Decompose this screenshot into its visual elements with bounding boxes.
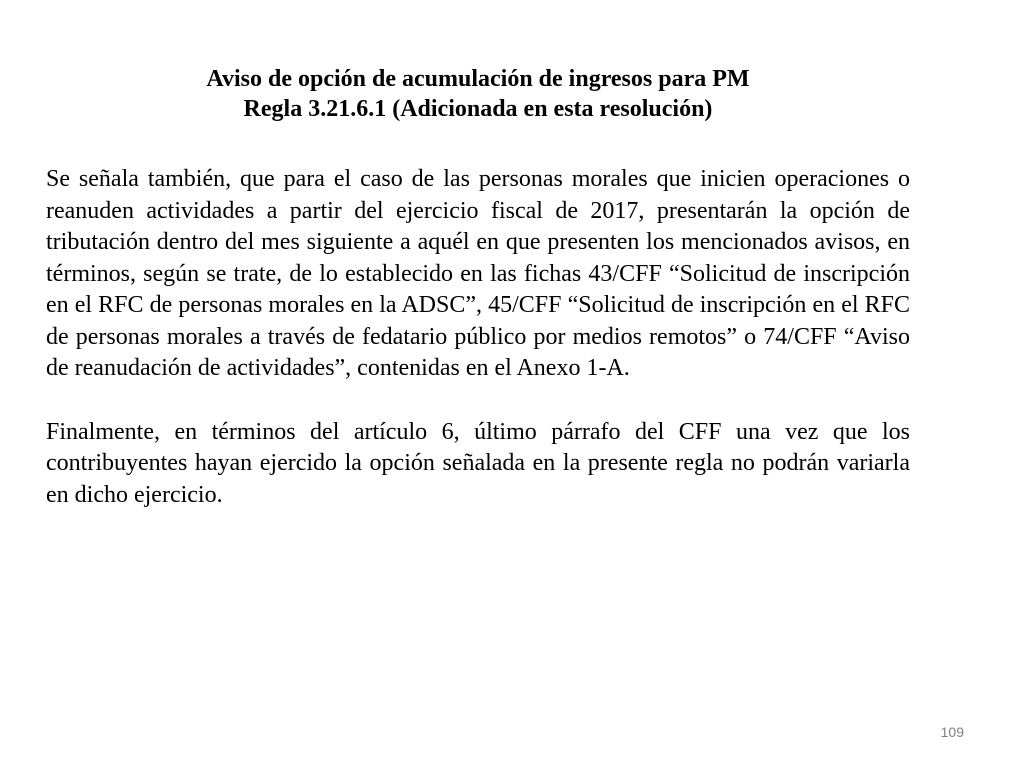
paragraph-2: Finalmente, en términos del artículo 6, último párrafo del CFF una vez que los contribuyentes hayan ejercido la opción señalada en la presente regla no podrán variarla en dicho ejercicio. bbox=[46, 418, 910, 508]
title-line-2: Regla 3.21.6.1 (Adicionada en esta resolución) bbox=[243, 96, 713, 122]
slide-title bbox=[46, 64, 910, 124]
page-number: 109 bbox=[940, 724, 964, 740]
slide-body bbox=[46, 164, 910, 543]
title-line-1: Aviso de opción de acumulación de ingresos para PM bbox=[206, 66, 750, 92]
paragraph-1: Se señala también, que para el caso de las personas morales que inicien operaciones o reanuden actividades a partir del ejercicio fiscal de 2017, presentarán la opción de tributación dentro del mes siguiente a aquél en que presenten los mencionados avisos, en términos, según se trate, de lo establecido en las fichas 43/CFF “Solicitud de inscripción en el RFC de personas morales en la ADSC”, 45/CFF “Solicitud de inscripción en el RFC de personas morales a través de fedatario público por medios remotos” o 74/CFF “Aviso de reanudación de actividades”, contenidas en el Anexo 1-A. bbox=[46, 166, 910, 381]
